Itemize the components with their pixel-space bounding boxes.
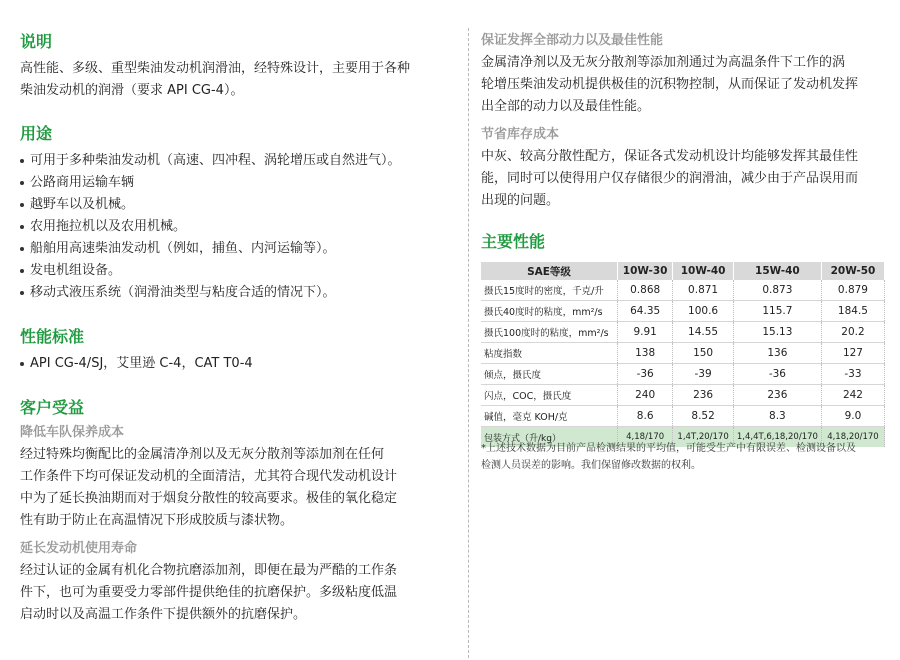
- performance-section: [20, 327, 420, 375]
- description-section: [20, 32, 420, 102]
- column-divider: [468, 28, 469, 658]
- table-header-cell: 10W-40: [673, 262, 734, 280]
- table-cell: 64.35: [618, 301, 673, 322]
- row-label: 倾点，摄氏度: [481, 364, 618, 385]
- list-item: 越野车以及机械。: [20, 194, 420, 216]
- benefit-line: 出全部的动力以及最佳性能。: [481, 99, 651, 114]
- table-cell: 14.55: [673, 322, 734, 343]
- table-cell: -33: [821, 364, 884, 385]
- row-label: 摄氏15度时的密度，千克/升: [481, 280, 618, 301]
- table-cell: 0.879: [821, 280, 884, 301]
- benefit-subheading: 节省库存成本: [481, 127, 560, 142]
- table-cell: 1,4,4T,6,18,20/170: [733, 427, 821, 448]
- benefit-line: 性有助于防止在高温情况下形成胶质与漆状物。: [20, 513, 294, 528]
- list-item: 农用拖拉机以及农用机械。: [20, 216, 420, 238]
- table-cell: 242: [821, 385, 884, 406]
- table-header-cell: 20W-50: [821, 262, 884, 280]
- table-cell: 4,18,20/170: [821, 427, 884, 448]
- benefit-subheading: 保证发挥全部动力以及最佳性能: [481, 33, 664, 48]
- list-item: 船舶用高速柴油发动机（例如，捕鱼、内河运输等）。: [20, 238, 420, 260]
- table-header-row: [481, 262, 885, 280]
- footnote-line: *上述技术数据为目前产品检测结果的平均值，可能受生产中有限误差、检测设备以及: [481, 443, 856, 454]
- table-cell: 8.52: [673, 406, 734, 427]
- table-cell: 100.6: [673, 301, 734, 322]
- table-cell: 1,4T,20/170: [673, 427, 734, 448]
- table-row: [481, 301, 885, 322]
- list-item: 公路商用运输车辆: [20, 172, 420, 194]
- table-cell: 0.868: [618, 280, 673, 301]
- benefit-line: 经过认证的金属有机化合物抗磨添加剂，即便在最为严酷的工作条: [20, 563, 398, 578]
- table-cell: 8.6: [618, 406, 673, 427]
- description-line: 高性能、多级、重型柴油发动机润滑油，经特殊设计，主要用于各种: [20, 61, 411, 76]
- table-row: [481, 385, 885, 406]
- table-cell: 9.0: [821, 406, 884, 427]
- benefit-line: 经过特殊均衡配比的金属清净剂以及无灰分散剂等添加剂在任何: [20, 447, 385, 462]
- table-cell: 4,18/170: [618, 427, 673, 448]
- benefit-subheading: 降低车队保养成本: [20, 425, 125, 440]
- row-label: 碱值，毫克 KOH/克: [481, 406, 618, 427]
- row-label: 摄氏100度时的粘度，mm²/s: [481, 322, 618, 343]
- list-item: 移动式液压系统（润滑油类型与粘度合适的情况下）。: [20, 282, 420, 304]
- benefits-heading: 客户受益: [20, 398, 85, 417]
- table-header-cell: 15W-40: [733, 262, 821, 280]
- benefit-line: 件下，也可为重要受力零部件提供绝佳的抗磨保护。多级粘度低温: [20, 585, 398, 600]
- row-label: 粘度指数: [481, 343, 618, 364]
- table-row: [481, 322, 885, 343]
- table-cell: 150: [673, 343, 734, 364]
- row-label: 包装方式（升/kg）: [481, 427, 618, 448]
- table-header-cell: 10W-30: [618, 262, 673, 280]
- table-cell: 15.13: [733, 322, 821, 343]
- performance-heading: 性能标准: [20, 327, 85, 346]
- table-cell: -36: [733, 364, 821, 385]
- table-cell: 20.2: [821, 322, 884, 343]
- table-cell: 115.7: [733, 301, 821, 322]
- benefit-line: 中灰、较高分散性配方，保证各式发动机设计均能够发挥其最佳性: [481, 149, 859, 164]
- benefit-line: 轮增压柴油发动机提供极佳的沉积物控制，从而保证了发动机发挥: [481, 77, 859, 92]
- list-item: 发电机组设备。: [20, 260, 420, 282]
- table-row: [481, 343, 885, 364]
- table-row: [481, 280, 885, 301]
- benefit-line: 能，同时可以使得用户仅存储很少的润滑油，减少由于产品误用而: [481, 171, 859, 186]
- table-cell: 184.5: [821, 301, 884, 322]
- usage-list: [20, 150, 420, 304]
- table-row: [481, 406, 885, 427]
- list-item: 可用于多种柴油发动机（高速、四冲程、涡轮增压或自然进气）。: [20, 150, 420, 172]
- table-cell: 127: [821, 343, 884, 364]
- table-cell: 236: [733, 385, 821, 406]
- description-line: 柴油发动机的润滑（要求 API CG-4）。: [20, 83, 244, 98]
- footnote: [481, 440, 885, 474]
- table-cell: -39: [673, 364, 734, 385]
- properties-heading: 主要性能: [481, 232, 546, 251]
- table-cell: 0.873: [733, 280, 821, 301]
- performance-benefit: [481, 32, 881, 212]
- table-cell: 0.871: [673, 280, 734, 301]
- usage-heading: 用途: [20, 124, 53, 143]
- table-cell: 240: [618, 385, 673, 406]
- properties-table: [481, 262, 885, 447]
- benefit-subheading: 延长发动机使用寿命: [20, 541, 138, 556]
- benefit-line: 工作条件下均可保证发动机的全面清洁，尤其符合现代发动机设计: [20, 469, 398, 484]
- benefit-line: 中为了延长换油期而对于烟炱分散性的较高要求。极佳的氧化稳定: [20, 491, 398, 506]
- table-cell: 138: [618, 343, 673, 364]
- table-cell: 236: [673, 385, 734, 406]
- row-label: 闪点，COC，摄氏度: [481, 385, 618, 406]
- description-heading: 说明: [20, 32, 53, 51]
- benefit-line: 金属清净剂以及无灰分散剂等添加剂通过为高温条件下工作的涡: [481, 55, 846, 70]
- row-label: 摄氏40度时的粘度，mm²/s: [481, 301, 618, 322]
- performance-list: [20, 353, 420, 375]
- table-cell: 8.3: [733, 406, 821, 427]
- table-cell: 136: [733, 343, 821, 364]
- benefits-section: [20, 398, 420, 626]
- list-item: API CG-4/SJ，艾里逊 C-4，CAT T0-4: [20, 353, 420, 375]
- table-cell: 9.91: [618, 322, 673, 343]
- usage-section: [20, 124, 420, 304]
- table-cell: -36: [618, 364, 673, 385]
- table-row: [481, 364, 885, 385]
- benefit-line: 出现的问题。: [481, 193, 560, 208]
- table-header-cell: SAE等级: [481, 262, 618, 280]
- benefit-line: 启动时以及高温工作条件下提供额外的抗磨保护。: [20, 607, 307, 622]
- footnote-line: 检测人员误差的影响。我们保留修改数据的权利。: [481, 460, 701, 471]
